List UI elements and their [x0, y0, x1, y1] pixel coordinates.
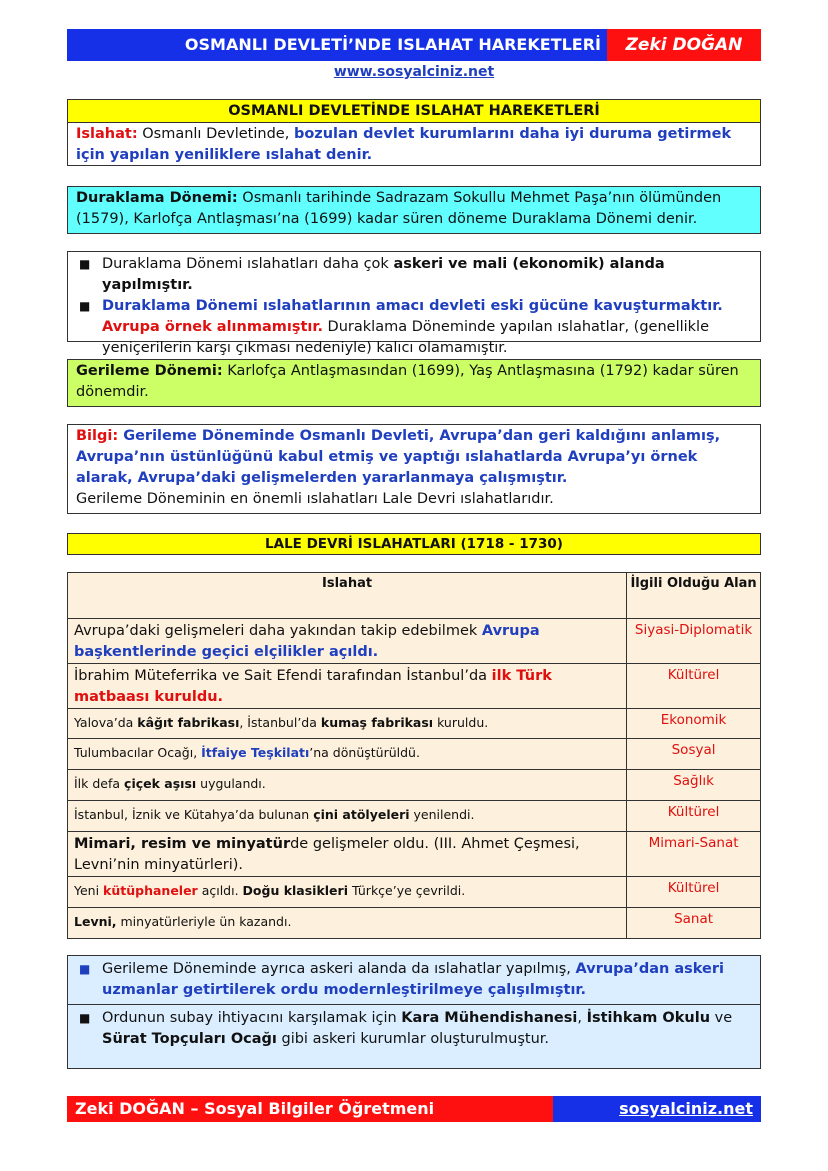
- table-row: [68, 877, 761, 908]
- duraklama-list: [67, 251, 761, 356]
- bilgi-blue: Gerileme Döneminde Osmanlı Devleti, Avrupa’dan geri kaldığını anlamış, Avrupa’nın üstünlüğünü kabul etmiş ve yaptığı ıslahatlarda Avrupa’yı örnek alarak, Avrupa’daki gelişmelerden yararlanmaya çalışmıştır.: [76, 428, 721, 486]
- item-bold: askeri ve mali (ekonomik) alanda yapılmıştır.: [102, 256, 665, 293]
- islahat-cell: [68, 832, 627, 877]
- list-item: [76, 296, 752, 359]
- islahat-cell: [68, 877, 627, 908]
- column-header-alan: İlgili Olduğu Alan: [627, 573, 761, 619]
- cell-text: Türkçe’ye çevrildi.: [347, 883, 466, 898]
- cell-text: Tulumbacılar Ocağı,: [74, 745, 202, 760]
- cell-text: de gelişmeler oldu. (III. Ahmet Çeşmesi, Levni’nin minyatürleri).: [74, 836, 580, 873]
- bullet-square-icon: ■: [79, 1011, 91, 1025]
- alan-cell: Sosyal: [627, 739, 761, 770]
- islahat-body: [68, 123, 760, 167]
- cell-blue: İtfaiye Teşkilatı: [201, 745, 310, 760]
- header-author: Zeki DOĞAN: [625, 35, 743, 55]
- table-row: [68, 908, 761, 939]
- bullet-square-icon: ■: [79, 257, 91, 271]
- duraklama-text: Osmanlı tarihinde Sadrazam Sokullu Mehmet Paşa’nın ölümünden (1579), Karlofça Antlaşması’na (1699) kadar süren döneme Duraklama Dönemi denir.: [76, 190, 722, 227]
- alan-cell: Sağlık: [627, 770, 761, 801]
- islahat-cell: [68, 709, 627, 739]
- lale-devri-table: [67, 572, 761, 939]
- column-header-islahat: Islahat: [68, 573, 627, 619]
- duraklama-label: Duraklama Dönemi:: [76, 190, 238, 206]
- list-item: [68, 1004, 760, 1053]
- islahat-text: Osmanlı Devletinde,: [137, 126, 294, 142]
- islahat-label: Islahat:: [76, 126, 138, 142]
- cell-text: İstanbul, İznik ve Kütahya’da bulunan: [74, 807, 314, 822]
- bullet-square-icon: ■: [79, 299, 91, 313]
- alan-cell: Ekonomik: [627, 709, 761, 739]
- item-bold: Sürat Topçuları Ocağı: [102, 1031, 277, 1047]
- cell-text: Yalova’da: [74, 715, 138, 730]
- table-row: [68, 709, 761, 739]
- list-item: [68, 956, 760, 1004]
- cell-text: , İstanbul’da: [239, 715, 321, 730]
- item-bold: Kara Mühendishanesi: [401, 1010, 578, 1026]
- alan-cell: Kültürel: [627, 664, 761, 709]
- cell-bold: kumaş fabrikası: [320, 715, 434, 730]
- cell-text: yenilendi.: [409, 807, 475, 822]
- item-text: Ordunun subay ihtiyacını karşılamak için: [102, 1010, 402, 1026]
- alan-cell: Mimari-Sanat: [627, 832, 761, 877]
- cell-text: İbrahim Müteferrika ve Sait Efendi tarafından İstanbul’da: [74, 668, 492, 684]
- list-item: [76, 254, 752, 296]
- header-url-link[interactable]: www.sosyalciniz.net: [333, 64, 495, 80]
- alan-cell: Sanat: [627, 908, 761, 939]
- gerileme-text: Karlofça Antlaşmasından (1699), Yaş Antlaşmasına (1792) kadar süren dönemdir.: [76, 363, 739, 400]
- table-row: [68, 619, 761, 664]
- cell-bold: çiçek aşısı: [124, 776, 197, 791]
- lale-devri-title: LALE DEVRİ ISLAHATLARI (1718 - 1730): [67, 533, 761, 555]
- cell-text: açıldı.: [197, 883, 243, 898]
- islahat-cell: [68, 770, 627, 801]
- table-header-row: [68, 573, 761, 619]
- cell-blue: Avrupa başkentlerinde geçici elçilikler açıldı.: [74, 623, 540, 660]
- cell-text: ’na dönüştürüldü.: [309, 745, 420, 760]
- cell-bold: çini atölyeleri: [313, 807, 410, 822]
- table-row: [68, 801, 761, 832]
- item-blue: Avrupa’dan askeri uzmanlar getirtilerek ordu modernleştirilmeye çalışılmıştır.: [102, 961, 724, 998]
- item-text: ,: [577, 1010, 587, 1026]
- cell-bold: Levni,: [74, 914, 117, 929]
- item-red: Avrupa örnek alınmamıştır.: [102, 319, 323, 335]
- bilgi-text: Gerileme Döneminin en önemli ıslahatları Lale Devri ıslahatlarıdır.: [76, 491, 554, 507]
- bilgi-label: Bilgi:: [76, 428, 119, 444]
- alan-cell: Kültürel: [627, 801, 761, 832]
- table-row: [68, 739, 761, 770]
- alan-cell: Kültürel: [627, 877, 761, 908]
- islahat-cell: [68, 908, 627, 939]
- item-text: gibi askeri kurumlar oluşturulmuştur.: [276, 1031, 549, 1047]
- alan-cell: Siyasi-Diplomatik: [627, 619, 761, 664]
- item-text: Duraklama Dönemi ıslahatları daha çok: [102, 256, 394, 272]
- cell-bold: kâğıt fabrikası: [137, 715, 240, 730]
- islahat-cell: [68, 739, 627, 770]
- islahat-title: OSMANLI DEVLETİNDE ISLAHAT HAREKETLERİ: [68, 100, 760, 123]
- cell-text: minyatürleriyle ün kazandı.: [116, 914, 292, 929]
- cell-bold: Doğu klasikleri: [242, 883, 348, 898]
- cell-red: kütüphaneler: [103, 883, 198, 898]
- table-row: [68, 832, 761, 877]
- bullet-square-icon: ■: [79, 962, 91, 976]
- cell-red: ilk Türk matbaası kuruldu.: [74, 668, 552, 705]
- cell-bold: Mimari, resim ve minyatür: [74, 836, 291, 852]
- item-text: Gerileme Döneminde ayrıca askeri alanda da ıslahatlar yapılmış,: [102, 961, 576, 977]
- islahat-cell: [68, 619, 627, 664]
- footer-author: Zeki DOĞAN – Sosyal Bilgiler Öğretmeni: [75, 1099, 435, 1118]
- cell-text: Avrupa’daki gelişmeleri daha yakından takip edebilmek: [74, 623, 482, 639]
- item-text: Duraklama Döneminde yapılan ıslahatlar, (genellikle yeniçerilerin karşı çıkması nedeniyle) kalıcı olamamıştır.: [102, 319, 710, 356]
- item-blue: Duraklama Dönemi ıslahatlarının amacı devleti eski gücüne kavuşturmaktır.: [102, 298, 723, 314]
- bottom-list: [67, 955, 761, 1069]
- item-text: ve: [710, 1010, 733, 1026]
- islahat-cell: [68, 664, 627, 709]
- cell-text: kuruldu.: [433, 715, 489, 730]
- gerileme-label: Gerileme Dönemi:: [76, 363, 223, 379]
- gerileme-definition-box: [67, 359, 761, 407]
- bilgi-box: [67, 424, 761, 514]
- islahat-cell: [68, 801, 627, 832]
- header-title: OSMANLI DEVLETİ’NDE ISLAHAT HAREKETLERİ: [184, 35, 601, 54]
- table-row: [68, 770, 761, 801]
- item-bold: İstihkam Okulu: [586, 1010, 711, 1026]
- islahat-bold: bozulan devlet kurumlarını daha iyi duruma getirmek için yapılan yeniliklere ıslahat denir.: [76, 126, 732, 163]
- table-row: [68, 664, 761, 709]
- cell-text: İlk defa: [74, 776, 125, 791]
- cell-text: Yeni: [74, 883, 104, 898]
- islahat-definition-box: [67, 99, 761, 166]
- duraklama-definition-box: [67, 186, 761, 234]
- cell-text: uygulandı.: [196, 776, 266, 791]
- footer-url-link[interactable]: sosyalciniz.net: [619, 1099, 753, 1118]
